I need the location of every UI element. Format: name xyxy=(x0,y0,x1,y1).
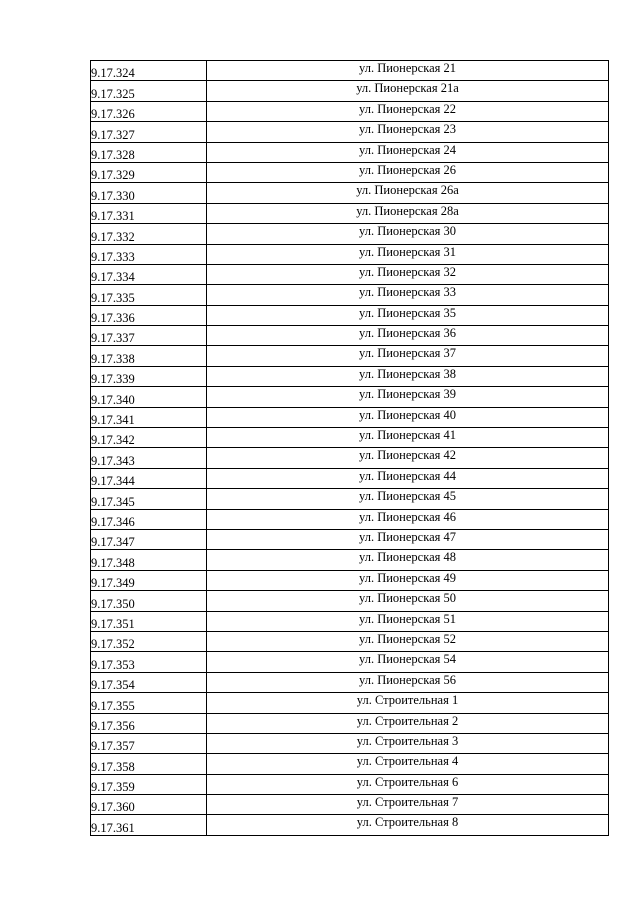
row-address-cell: ул. Пионерская 51 xyxy=(207,611,609,631)
table-row xyxy=(91,529,609,549)
row-code-cell: 9.17.343 xyxy=(91,448,207,468)
row-code-cell: 9.17.346 xyxy=(91,509,207,529)
table-row xyxy=(91,326,609,346)
row-code-cell: 9.17.337 xyxy=(91,326,207,346)
row-code-cell: 9.17.332 xyxy=(91,224,207,244)
row-address-cell: ул. Пионерская 46 xyxy=(207,509,609,529)
row-code-cell: 9.17.331 xyxy=(91,203,207,223)
address-table xyxy=(90,60,609,836)
table-row xyxy=(91,366,609,386)
row-address-cell: ул. Пионерская 32 xyxy=(207,264,609,284)
row-code-cell: 9.17.361 xyxy=(91,815,207,835)
table-row xyxy=(91,652,609,672)
row-address-cell: ул. Пионерская 56 xyxy=(207,672,609,692)
row-code-cell: 9.17.325 xyxy=(91,81,207,101)
row-address-cell: ул. Пионерская 54 xyxy=(207,652,609,672)
row-code-cell: 9.17.326 xyxy=(91,101,207,121)
table-row xyxy=(91,733,609,753)
table-row xyxy=(91,183,609,203)
table-row xyxy=(91,489,609,509)
row-address-cell: ул. Пионерская 42 xyxy=(207,448,609,468)
row-address-cell: ул. Строительная 6 xyxy=(207,774,609,794)
row-address-cell: ул. Пионерская 36 xyxy=(207,326,609,346)
table-row xyxy=(91,101,609,121)
row-code-cell: 9.17.339 xyxy=(91,366,207,386)
row-address-cell: ул. Строительная 1 xyxy=(207,693,609,713)
row-address-cell: ул. Пионерская 47 xyxy=(207,529,609,549)
row-code-cell: 9.17.342 xyxy=(91,428,207,448)
table-row xyxy=(91,754,609,774)
row-code-cell: 9.17.329 xyxy=(91,162,207,182)
table-row xyxy=(91,387,609,407)
table-row xyxy=(91,795,609,815)
row-address-cell: ул. Строительная 2 xyxy=(207,713,609,733)
row-code-cell: 9.17.338 xyxy=(91,346,207,366)
table-row xyxy=(91,162,609,182)
row-code-cell: 9.17.335 xyxy=(91,285,207,305)
row-code-cell: 9.17.336 xyxy=(91,305,207,325)
row-address-cell: ул. Пионерская 26а xyxy=(207,183,609,203)
row-code-cell: 9.17.357 xyxy=(91,733,207,753)
table-row xyxy=(91,509,609,529)
table-row xyxy=(91,142,609,162)
table-row xyxy=(91,224,609,244)
table-row xyxy=(91,570,609,590)
row-code-cell: 9.17.341 xyxy=(91,407,207,427)
row-address-cell: ул. Пионерская 48 xyxy=(207,550,609,570)
table-row xyxy=(91,774,609,794)
row-address-cell: ул. Пионерская 30 xyxy=(207,224,609,244)
row-address-cell: ул. Пионерская 23 xyxy=(207,122,609,142)
row-address-cell: ул. Пионерская 49 xyxy=(207,570,609,590)
address-table-body xyxy=(91,61,609,836)
row-address-cell: ул. Пионерская 44 xyxy=(207,468,609,488)
table-row xyxy=(91,346,609,366)
table-row xyxy=(91,61,609,81)
row-code-cell: 9.17.355 xyxy=(91,693,207,713)
row-code-cell: 9.17.351 xyxy=(91,611,207,631)
row-address-cell: ул. Пионерская 50 xyxy=(207,591,609,611)
row-address-cell: ул. Пионерская 35 xyxy=(207,305,609,325)
table-row xyxy=(91,407,609,427)
row-code-cell: 9.17.350 xyxy=(91,591,207,611)
table-row xyxy=(91,81,609,101)
row-address-cell: ул. Пионерская 22 xyxy=(207,101,609,121)
row-code-cell: 9.17.354 xyxy=(91,672,207,692)
table-row xyxy=(91,672,609,692)
table-row xyxy=(91,244,609,264)
row-code-cell: 9.17.324 xyxy=(91,61,207,81)
table-row xyxy=(91,550,609,570)
row-address-cell: ул. Строительная 8 xyxy=(207,815,609,835)
table-row xyxy=(91,285,609,305)
row-address-cell: ул. Пионерская 24 xyxy=(207,142,609,162)
row-address-cell: ул. Пионерская 37 xyxy=(207,346,609,366)
table-row xyxy=(91,305,609,325)
row-code-cell: 9.17.358 xyxy=(91,754,207,774)
row-address-cell: ул. Строительная 4 xyxy=(207,754,609,774)
row-code-cell: 9.17.344 xyxy=(91,468,207,488)
row-address-cell: ул. Строительная 7 xyxy=(207,795,609,815)
row-address-cell: ул. Пионерская 40 xyxy=(207,407,609,427)
row-address-cell: ул. Пионерская 28а xyxy=(207,203,609,223)
row-address-cell: ул. Строительная 3 xyxy=(207,733,609,753)
table-row xyxy=(91,468,609,488)
row-code-cell: 9.17.347 xyxy=(91,529,207,549)
row-code-cell: 9.17.340 xyxy=(91,387,207,407)
row-code-cell: 9.17.330 xyxy=(91,183,207,203)
table-row xyxy=(91,448,609,468)
table-row xyxy=(91,264,609,284)
table-row xyxy=(91,591,609,611)
row-code-cell: 9.17.348 xyxy=(91,550,207,570)
row-address-cell: ул. Пионерская 33 xyxy=(207,285,609,305)
row-address-cell: ул. Пионерская 26 xyxy=(207,162,609,182)
row-address-cell: ул. Пионерская 45 xyxy=(207,489,609,509)
row-code-cell: 9.17.327 xyxy=(91,122,207,142)
row-address-cell: ул. Пионерская 21а xyxy=(207,81,609,101)
row-address-cell: ул. Пионерская 38 xyxy=(207,366,609,386)
table-row xyxy=(91,713,609,733)
row-code-cell: 9.17.356 xyxy=(91,713,207,733)
row-code-cell: 9.17.359 xyxy=(91,774,207,794)
table-row xyxy=(91,203,609,223)
table-row xyxy=(91,428,609,448)
row-code-cell: 9.17.360 xyxy=(91,795,207,815)
row-code-cell: 9.17.349 xyxy=(91,570,207,590)
row-address-cell: ул. Пионерская 31 xyxy=(207,244,609,264)
row-code-cell: 9.17.334 xyxy=(91,264,207,284)
row-address-cell: ул. Пионерская 52 xyxy=(207,631,609,651)
row-code-cell: 9.17.345 xyxy=(91,489,207,509)
row-code-cell: 9.17.353 xyxy=(91,652,207,672)
table-row xyxy=(91,815,609,835)
table-row xyxy=(91,122,609,142)
row-address-cell: ул. Пионерская 41 xyxy=(207,428,609,448)
table-row xyxy=(91,693,609,713)
row-address-cell: ул. Пионерская 39 xyxy=(207,387,609,407)
row-address-cell: ул. Пионерская 21 xyxy=(207,61,609,81)
row-code-cell: 9.17.333 xyxy=(91,244,207,264)
table-row xyxy=(91,631,609,651)
row-code-cell: 9.17.352 xyxy=(91,631,207,651)
row-code-cell: 9.17.328 xyxy=(91,142,207,162)
table-row xyxy=(91,611,609,631)
